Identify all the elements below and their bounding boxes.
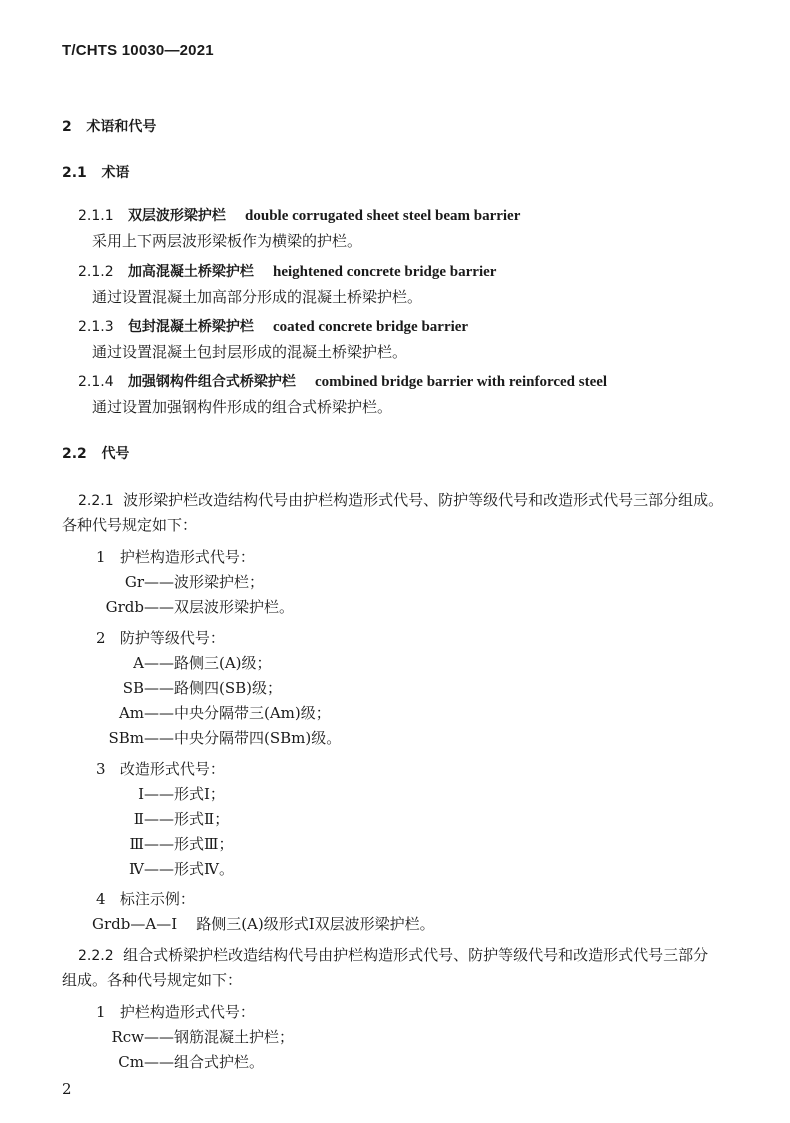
code-row (62, 596, 294, 617)
section-title: 代号 (101, 446, 130, 462)
code-row (62, 808, 229, 829)
term-chinese: 包封混凝土桥梁护栏 (127, 319, 254, 335)
standard-number-header: T/CHTS 10030—2021 (62, 42, 214, 59)
term-number: 2.1.2 (78, 264, 114, 280)
term-2-1-3 (78, 316, 468, 336)
code-row (62, 727, 341, 748)
code: Ⅱ (133, 810, 144, 828)
code: Rcw (111, 1028, 144, 1046)
code-row (62, 783, 225, 804)
code: Ⅳ (129, 860, 144, 878)
section-title: 术语和代号 (86, 119, 157, 135)
code: Cm (118, 1053, 144, 1071)
term-definition: 通过设置加强钢构件形成的组合式桥梁护栏。 (92, 398, 393, 416)
term-english: combined bridge barrier with reinforced steel (315, 374, 608, 390)
term-definition: 通过设置混凝土加高部分形成的混凝土桥梁护栏。 (92, 288, 423, 306)
code-description: ——形式Ⅱ； (144, 810, 230, 828)
term-chinese: 加强钢构件组合式桥梁护栏 (127, 374, 296, 390)
section-number: 2.2 (62, 446, 87, 462)
list-title: 改造形式代号： (119, 760, 225, 778)
term-chinese: 双层波形梁护栏 (127, 208, 226, 224)
clause-text: 组合式桥梁护栏改造结构代号由护栏构造形式代号、防护等级代号和改造形式代号三部分 (123, 946, 709, 964)
page-number: 2 (62, 1080, 72, 1098)
term-number: 2.1.1 (78, 208, 114, 224)
list-number: 4 (96, 890, 106, 908)
section-2-1-heading (62, 162, 129, 182)
clause-text-continued: 各种代号规定如下： (62, 516, 198, 534)
section-title: 术语 (101, 165, 130, 181)
code: Ⅲ (129, 835, 144, 853)
term-2-1-4 (78, 371, 607, 391)
list-number: 1 (96, 1003, 106, 1021)
clause-number: 2.2.2 (78, 948, 114, 964)
section-number: 2 (62, 119, 72, 135)
section-2-heading (62, 116, 156, 136)
code-row (62, 858, 234, 879)
code-description: ——钢筋混凝土护栏； (144, 1028, 295, 1046)
code-row (62, 702, 331, 723)
code-description: ——组合式护栏。 (144, 1053, 265, 1071)
term-2-1-2 (78, 261, 496, 281)
list-number: 2 (96, 629, 106, 647)
term-chinese: 加高混凝土桥梁护栏 (127, 264, 254, 280)
code: Grdb (105, 598, 144, 616)
term-number: 2.1.4 (78, 374, 114, 390)
code-row (62, 571, 264, 592)
clause-2-2-2 (78, 944, 708, 965)
code-description: ——形式Ⅳ。 (144, 860, 234, 878)
code-description: ——路侧四(SB)级； (144, 679, 283, 697)
code-description: ——路侧三(A)级； (144, 654, 272, 672)
list-item-title (96, 758, 225, 779)
term-2-1-1 (78, 205, 520, 225)
term-definition: 采用上下两层波形梁板作为横梁的护栏。 (92, 232, 363, 250)
term-number: 2.1.3 (78, 319, 114, 335)
list-title: 护栏构造形式代号： (119, 1003, 255, 1021)
clause-text: 波形梁护栏改造结构代号由护栏构造形式代号、防护等级代号和改造形式代号三部分组成。 (123, 491, 724, 509)
code: Ⅰ (138, 785, 144, 803)
code-description: ——中央分隔带四(SBm)级。 (144, 729, 342, 747)
code-row (62, 652, 272, 673)
code-row (62, 833, 233, 854)
code-description: ——双层波形梁护栏。 (144, 598, 295, 616)
section-2-2-heading (62, 443, 129, 463)
code: SBm (108, 729, 144, 747)
list-item-title (96, 888, 195, 909)
code-row (62, 1051, 264, 1072)
term-english: heightened concrete bridge barrier (273, 264, 497, 280)
section-number: 2.1 (62, 165, 87, 181)
list-title: 防护等级代号： (119, 629, 225, 647)
list-item-title (96, 627, 225, 648)
clause-number: 2.2.1 (78, 493, 114, 509)
example-code: Grdb—A—Ⅰ (92, 915, 178, 933)
code-description: ——波形梁护栏； (144, 573, 265, 591)
example-row (92, 913, 435, 934)
term-english: coated concrete bridge barrier (273, 319, 469, 335)
code-description: ——形式Ⅲ； (144, 835, 234, 853)
clause-text-continued: 组成。各种代号规定如下： (62, 971, 243, 989)
list-number: 3 (96, 760, 106, 778)
example-text: 路侧三(A)级形式Ⅰ双层波形梁护栏。 (196, 915, 435, 933)
code: Am (118, 704, 144, 722)
list-title: 护栏构造形式代号： (119, 548, 255, 566)
code-row (62, 677, 282, 698)
list-number: 1 (96, 548, 106, 566)
code-description: ——形式Ⅰ； (144, 785, 225, 803)
code: SB (122, 679, 144, 697)
clause-2-2-1 (78, 489, 723, 510)
code: A (133, 654, 144, 672)
list-title: 标注示例： (119, 890, 195, 908)
term-english: double corrugated sheet steel beam barrier (245, 208, 521, 224)
code: Gr (124, 573, 144, 591)
code-row (62, 1026, 294, 1047)
term-definition: 通过设置混凝土包封层形成的混凝土桥梁护栏。 (92, 343, 408, 361)
list-item-title (96, 1001, 255, 1022)
code-description: ——中央分隔带三(Am)级； (144, 704, 331, 722)
list-item-title (96, 546, 255, 567)
